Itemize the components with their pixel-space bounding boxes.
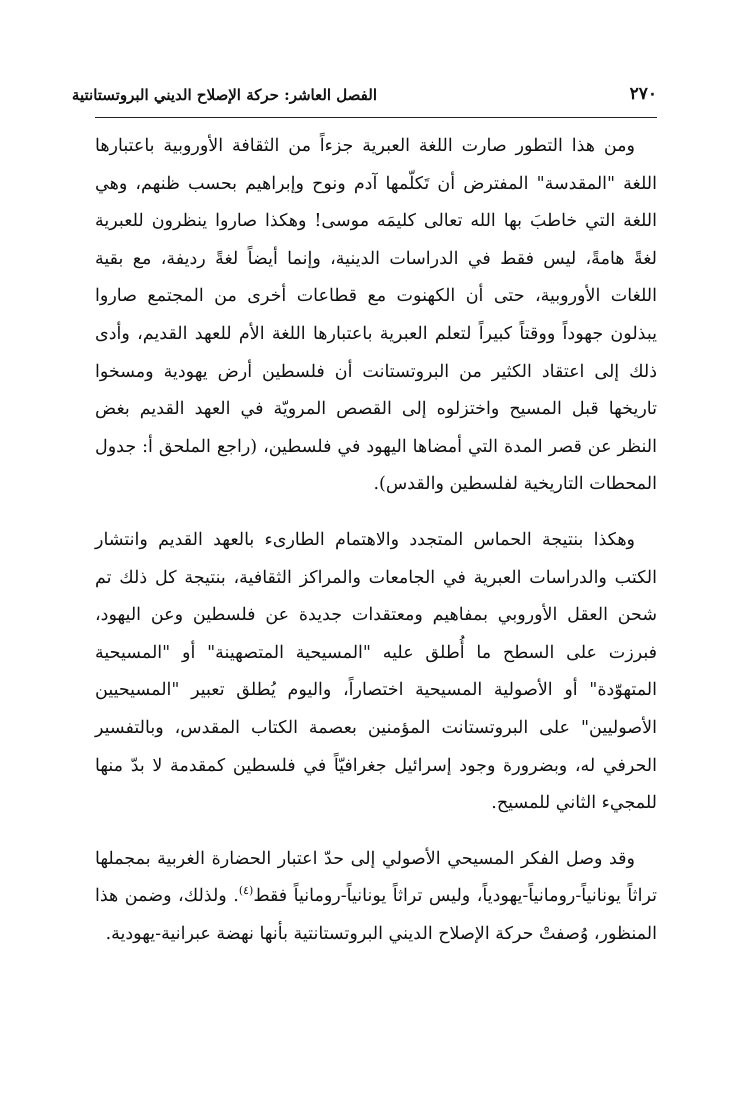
paragraph-3-text: وقد وصل الفكر المسيحي الأصولي إلى حدّ اعتبار الحضارة الغربية بمجملها تراثاً يونانياً-رومانياً-يهودياً، وليس تراثاً يونانياً-رومانياً فقط bbox=[95, 848, 657, 907]
paragraph-2: وهكذا بنتيجة الحماس المتجدد والاهتمام الطارىء بالعهد القديم وانتشار الكتب والدراسات العبرية في الجامعات والمراكز الثقافية، بنتيجة كل ذلك تم شحن العقل الأوروبي بمفاهيم ومعتقدات جديدة عن فلسطين وعن اليهود، فبرزت على السطح ما أُطلق عليه "المسيحية المتصهينة" أو "المسيحية المتهوّدة" أو الأصولية المسيحية اختصاراً، واليوم يُطلق تعبير "المسيحيين الأصوليين" على البروتستانت المؤمنين بعصمة الكتاب المقدس، وبالتفسير الحرفي له، وبضرورة وجود إسرائيل جغرافيّاً في فلسطين كمقدمة لا بدّ منها للمجيء الثاني للمسيح. bbox=[95, 529, 657, 814]
paragraph-3 bbox=[95, 841, 657, 954]
page-number: ٢٧٠ bbox=[629, 84, 657, 104]
header-rule bbox=[95, 117, 657, 118]
paragraph-3-text-end: . ولذلك، وضمن هذا المنظور، وُصفتْ حركة الإصلاح الديني البروتستانتية بأنها نهضة عبرانية-يهودية. bbox=[95, 886, 657, 944]
footnote-reference: (٤) bbox=[238, 884, 254, 898]
chapter-title: الفصل العاشر: حركة الإصلاح الديني البروتستانتية bbox=[71, 86, 377, 104]
running-header bbox=[71, 78, 657, 112]
paragraph-1: ومن هذا التطور صارت اللغة العبرية جزءاً من الثقافة الأوروبية باعتبارها اللغة "المقدسة" المفترض أن تَكلّمها آدم ونوح وإبراهيم بحسب ظنهم، وهي اللغة التي خاطبَ بها الله تعالى كليمَه موسى! وهكذا صاروا ينظرون للعبرية لغةً هامةً، ليس فقط في الدراسات الدينية، وإنما أيضاً لغةً رديفة، مع بقية اللغات الأوروبية، حتى أن الكهنوت مع قطاعات أخرى من المجتمع صاروا يبذلون جهوداً ووقتاً كبيراً لتعلم العبرية باعتبارها اللغة الأم للعهد القديم، وأدى ذلك إلى اعتقاد الكثير من البروتستانت أن فلسطين أرض يهودية ومسخوا تاريخها قبل المسيح واختزلوه إلى القصص المرويّة في العهد القديم بغض النظر عن قصر المدة التي أمضاها اليهود في فلسطين، (راجع الملحق أ: جدول المحطات التاريخية لفلسطين والقدس). bbox=[95, 136, 657, 495]
body-text bbox=[95, 128, 657, 953]
